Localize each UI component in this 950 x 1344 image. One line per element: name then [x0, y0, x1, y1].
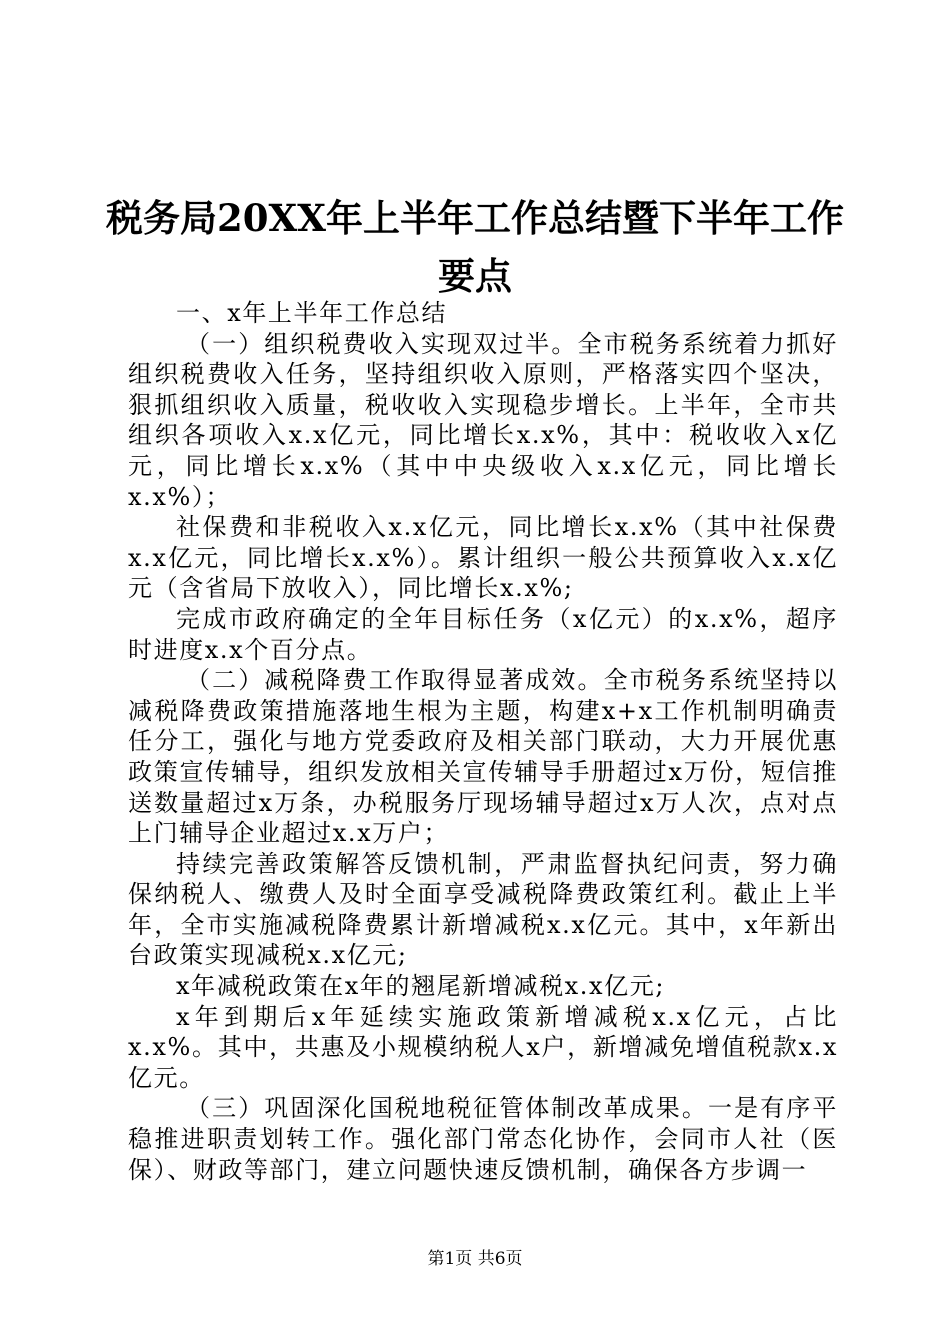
paragraph: 社保费和非税收入x.x亿元，同比增长x.x%（其中社保费x.x亿元，同比增长x.x%）。累计组织一般公共预算收入x.x亿元（含省局下放收入），同比增长x.x%;	[128, 513, 838, 603]
paragraph: x年减税政策在x年的翘尾新增减税x.x亿元;	[176, 972, 666, 1001]
document-body	[128, 298, 838, 1185]
paragraph: x年到期后x年延续实施政策新增减税x.x亿元，占比x.x%。其中，共惠及小规模纳税人x户，新增减免增值税款x.x亿元。	[128, 1002, 838, 1092]
paragraph: 完成市政府确定的全年目标任务（x亿元）的x.x%，超序时进度x.x个百分点。	[128, 604, 838, 664]
document-title-line-2: 要点	[438, 254, 512, 298]
paragraph: 持续完善政策解答反馈机制，严肃监督执纪问责，努力确保纳税人、缴费人及时全面享受减税降费政策红利。截止上半年，全市实施减税降费累计新增减税x.x亿元。其中，x年新出台政策实现减税x.x亿元;	[128, 849, 838, 970]
page-number-footer: 第1页 共6页	[427, 1249, 523, 1269]
paragraph: （三）巩固深化国税地税征管体制改革成果。一是有序平稳推进职责划转工作。强化部门常态化协作，会同市人社（医保）、财政等部门，建立问题快速反馈机制，确保各方步调一	[128, 1094, 838, 1184]
paragraph: （二）减税降费工作取得显著成效。全市税务系统坚持以减税降费政策措施落地生根为主题，构建x+x工作机制明确责任分工，强化与地方党委政府及相关部门联动，大力开展优惠政策宣传辅导，组织发放相关宣传辅导手册超过x万份，短信推送数量超过x万条，办税服务厅现场辅导超过x万人次，点对点上门辅导企业超过x.x万户；	[128, 666, 838, 848]
paragraph: （一）组织税费收入实现双过半。全市税务系统着力抓好组织税费收入任务，坚持组织收入原则，严格落实四个坚决，狠抓组织收入质量，税收收入实现稳步增长。上半年，全市共组织各项收入x.x亿元，同比增长x.x%，其中：税收收入x亿元，同比增长x.x%（其中中央级收入x.x亿元，同比增长x.x%）；	[128, 329, 838, 511]
section-heading: 一、x年上半年工作总结	[176, 299, 448, 327]
document-title-line-1: 税务局20XX年上半年工作总结暨下半年工作	[106, 196, 844, 240]
